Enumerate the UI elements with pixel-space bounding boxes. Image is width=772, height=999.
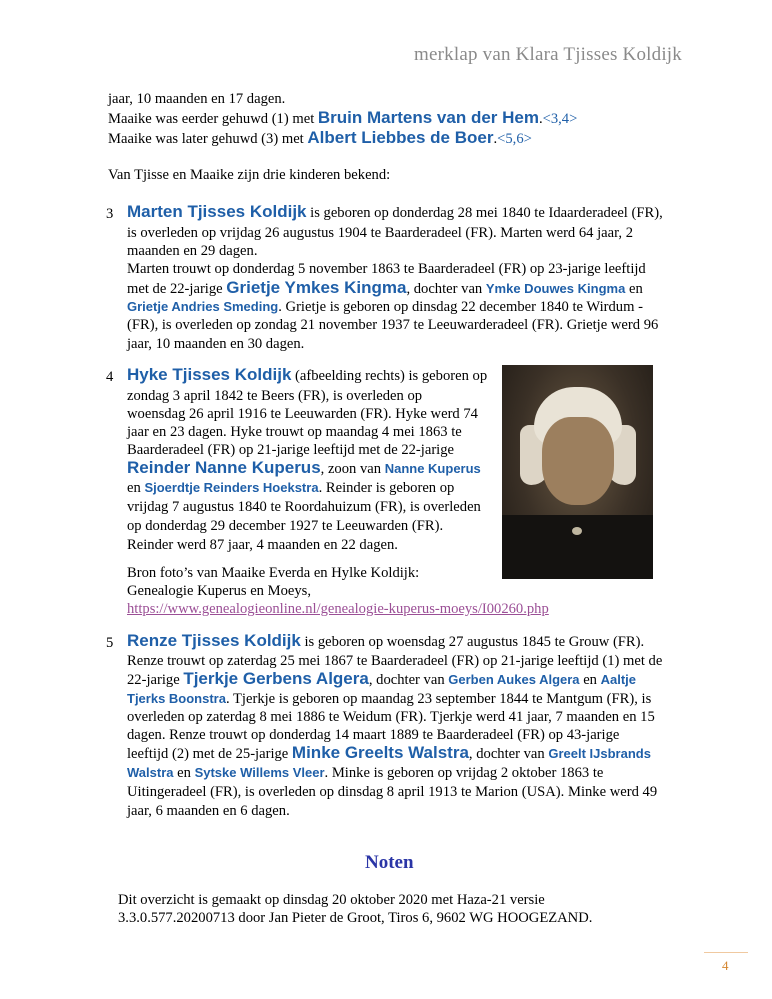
entry-4-line-9: op donderdag 29 december 1927 te Leeuwarden (FR). bbox=[127, 518, 444, 534]
entry-3-line-3: maanden en 29 dagen. bbox=[127, 243, 258, 259]
photo-source-line-2: Genealogie Kuperus en Moeys, bbox=[127, 583, 311, 599]
entry-5-line-7 bbox=[127, 743, 651, 764]
brooch bbox=[572, 527, 582, 535]
person-link-aaltje[interactable]: Aaltje bbox=[600, 672, 637, 687]
person-link-ymke[interactable]: Ymke Douwes Kingma bbox=[485, 281, 626, 296]
person-link-grietje[interactable]: Grietje Ymkes Kingma bbox=[226, 278, 407, 297]
person-link-sytske[interactable]: Sytske Willems Vleer bbox=[194, 765, 325, 780]
entry-text: . Reinder is geboren op bbox=[318, 480, 455, 496]
entry-3-line-6 bbox=[127, 297, 643, 317]
entry-text: 22-jarige bbox=[127, 672, 184, 688]
entry-4-line-8: vrijdag 7 augustus 1840 te Roordahuizum (FR), is overleden bbox=[127, 499, 481, 515]
entry-text: en bbox=[173, 765, 195, 781]
person-link-gerben[interactable]: Gerben Aukes Algera bbox=[448, 672, 580, 687]
entry-5-line-1 bbox=[127, 631, 644, 652]
entry-number: 3 bbox=[106, 206, 114, 222]
person-link-greelt-walstra[interactable]: Walstra bbox=[127, 765, 174, 780]
entry-text: . Grietje is geboren op dinsdag 22 december 1840 te Wirdum - bbox=[278, 299, 643, 315]
entry-text: leeftijd (2) met de 25-jarige bbox=[127, 746, 292, 762]
entry-4-line-10: Reinder werd 87 jaar, 4 maanden en 22 dagen. bbox=[127, 537, 398, 553]
entry-4-line-3: woensdag 26 april 1916 te Leeuwarden (FR). Hyke werd 74 bbox=[127, 406, 478, 422]
entry-5-line-10: jaar, 6 maanden en 6 dagen. bbox=[127, 803, 290, 819]
entry-text: is geboren op donderdag 28 mei 1840 te Idaarderadeel (FR), bbox=[306, 205, 663, 221]
entry-3-line-2: is overleden op vrijdag 26 augustus 1904 te Baarderadeel (FR). Marten werd 64 jaar, 2 bbox=[127, 225, 633, 241]
person-link-tjerkje[interactable]: Tjerkje Gerbens Algera bbox=[183, 669, 369, 688]
notes-heading: Noten bbox=[365, 852, 414, 873]
intro-text: Maaike was later gehuwd (3) met bbox=[108, 131, 308, 147]
entry-4-line-5: Baarderadeel (FR) op 21-jarige leeftijd met de 22-jarige bbox=[127, 442, 455, 458]
entry-text: met de 22-jarige bbox=[127, 281, 227, 297]
person-link-albert[interactable]: Albert Liebbes de Boer bbox=[307, 128, 494, 147]
entry-5-line-6: dagen. Renze trouwt op donderdag 14 maart 1889 te Baarderadeel (FR) op 43-jarige bbox=[127, 727, 620, 743]
source-url-link[interactable]: https://www.genealogieonline.nl/genealogie-kuperus-moeys/I00260.php bbox=[127, 601, 549, 617]
entry-3-line-5 bbox=[127, 278, 643, 299]
entry-text: (afbeelding rechts) is geboren op bbox=[291, 368, 488, 384]
person-link-hyke[interactable]: Hyke Tjisses Koldijk bbox=[127, 365, 292, 384]
page-header: merklap van Klara Tjisses Koldijk bbox=[414, 44, 682, 65]
entry-4-line-7 bbox=[127, 478, 454, 498]
entry-text: , dochter van bbox=[406, 281, 486, 297]
entry-3-line-1 bbox=[127, 202, 663, 223]
person-link-bruin[interactable]: Bruin Martens van der Hem bbox=[317, 108, 539, 127]
entry-3-line-7: (FR), is overleden op zondag 21 november 1937 te Leeuwarderadeel (FR). Grietje werd 96 bbox=[127, 317, 659, 333]
notes-line-2: 3.3.0.577.20200713 door Jan Pieter de Groot, Tiros 6, 9602 WG HOOGEZAND. bbox=[118, 910, 593, 926]
entry-text: . Minke is geboren op vrijdag 2 oktober 1863 te bbox=[324, 765, 604, 781]
entry-text: , dochter van bbox=[368, 672, 449, 688]
entry-text: en bbox=[579, 672, 601, 688]
reference-link[interactable]: <5,6> bbox=[497, 131, 532, 147]
entry-5-line-9: Uitingeradeel (FR), is overleden op dinsdag 8 april 1913 te Marion (USA). Minke werd 49 bbox=[127, 784, 658, 800]
person-link-minke[interactable]: Minke Greelts Walstra bbox=[291, 743, 469, 762]
entry-5-line-8 bbox=[127, 763, 603, 783]
intro-text: . bbox=[538, 111, 543, 127]
reference-link[interactable]: <3,4> bbox=[542, 111, 578, 127]
entry-4-line-4: jaar en 23 dagen. Hyke trouwt op maandag 4 mei 1863 te bbox=[127, 424, 462, 440]
intro-line-2 bbox=[108, 108, 577, 129]
entry-3-line-8: jaar, 10 maanden en 30 dagen. bbox=[127, 336, 305, 352]
intro-text: Maaike was eerder gehuwd (1) met bbox=[108, 111, 318, 127]
intro-line-4: Van Tjisse en Maaike zijn drie kinderen bekend: bbox=[108, 167, 391, 183]
person-link-greelt[interactable]: Greelt IJsbrands bbox=[548, 746, 651, 761]
entry-number: 5 bbox=[106, 635, 114, 651]
person-link-marten[interactable]: Marten Tjisses Koldijk bbox=[127, 202, 307, 221]
entry-4-line-2: zondag 3 april 1842 te Beers (FR), is overleden op bbox=[127, 388, 423, 404]
entry-text: , dochter van bbox=[468, 746, 549, 762]
entry-5-line-4 bbox=[127, 689, 651, 709]
page-number: 4 bbox=[722, 958, 729, 973]
person-link-sjoerdtje[interactable]: Sjoerdtje Reinders Hoekstra bbox=[144, 480, 319, 495]
entry-5-line-2: Renze trouwt op zaterdag 25 mei 1867 te Baarderadeel (FR) op 21-jarige leeftijd (1) met de bbox=[127, 653, 663, 669]
photo-source-line-1: Bron foto’s van Maaike Everda en Hylke Koldijk: bbox=[127, 565, 420, 581]
person-link-renze[interactable]: Renze Tjisses Koldijk bbox=[127, 631, 301, 650]
entry-4-line-1 bbox=[127, 365, 487, 386]
face bbox=[542, 417, 614, 505]
entry-text: en bbox=[127, 480, 145, 496]
entry-text: . Tjerkje is geboren op maandag 23 september 1844 te Mantgum (FR), is bbox=[225, 691, 652, 707]
entry-number: 4 bbox=[106, 369, 114, 385]
dark-dress bbox=[502, 515, 653, 579]
person-link-nanne[interactable]: Nanne Kuperus bbox=[384, 461, 481, 476]
entry-4-line-6 bbox=[127, 458, 481, 479]
person-link-grietje-smeding[interactable]: Grietje Andries Smeding bbox=[127, 299, 279, 314]
person-link-reinder[interactable]: Reinder Nanne Kuperus bbox=[127, 458, 321, 477]
portrait-photo bbox=[502, 365, 653, 579]
intro-line-1: jaar, 10 maanden en 17 dagen. bbox=[108, 91, 286, 107]
footer-rule bbox=[704, 952, 748, 953]
entry-text: en bbox=[625, 281, 643, 297]
entry-5-line-5: overleden op zaterdag 8 mei 1886 te Weidum (FR). Tjerkje werd 41 jaar, 7 maanden en 15 bbox=[127, 709, 655, 725]
entry-text: is geboren op woensdag 27 augustus 1845 te Grouw (FR). bbox=[300, 634, 645, 650]
entry-3-line-4: Marten trouwt op donderdag 5 november 1863 te Baarderadeel (FR) op 23-jarige leeftijd bbox=[127, 261, 646, 277]
notes-line-1: Dit overzicht is gemaakt op dinsdag 20 oktober 2020 met Haza-21 versie bbox=[118, 892, 545, 908]
intro-text: . bbox=[493, 131, 498, 147]
entry-text: , zoon van bbox=[320, 461, 385, 477]
entry-5-line-3 bbox=[127, 669, 636, 690]
intro-line-3 bbox=[108, 128, 532, 149]
person-link-aaltje-boonstra[interactable]: Tjerks Boonstra bbox=[127, 691, 226, 706]
